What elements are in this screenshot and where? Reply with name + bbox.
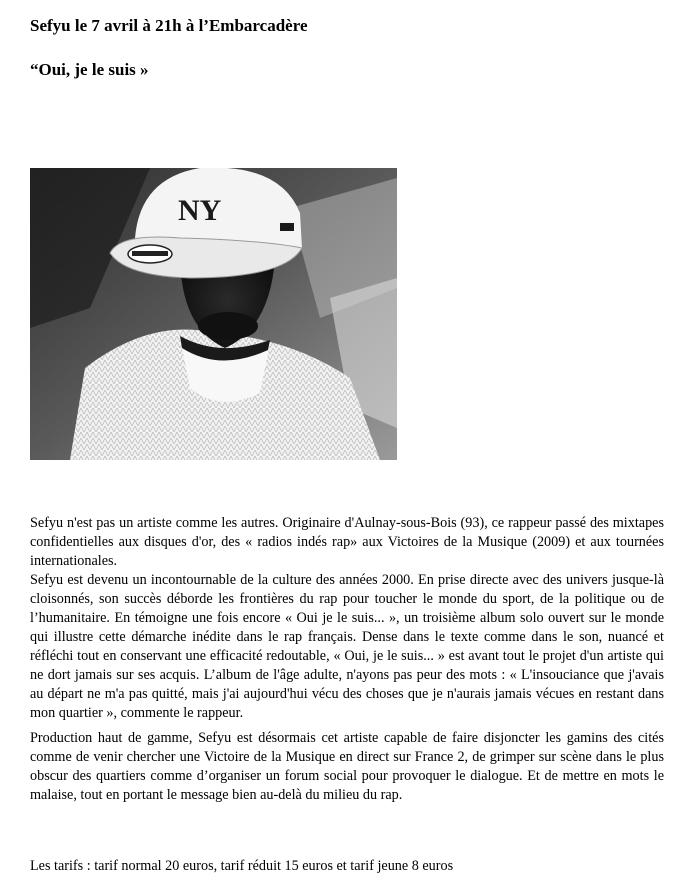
- article-paragraph-1: Sefyu n'est pas un artiste comme les autres. Originaire d'Aulnay-sous-Bois (93), ce rappeur passé des mixtapes confidentielles aux disques d'or, des « radios indés rap» aux Victoires de la Musique (2009) et aux tournées internationales.: [30, 515, 664, 569]
- artist-photo: [30, 168, 397, 460]
- article-paragraph-2: Sefyu est devenu un incontournable de la culture des années 2000. En prise directe avec des univers jusque-là cloisonnés, son succès déborde les frontières du rap pour toucher le monde du sport, de la politique ou de l’humanitaire. En témoigne une fois encore « Oui je le suis... », un troisième album solo ouvert sur le monde qui illustre cette démarche inédite dans le rap français. Dense dans le texte comme dans le son, nuancé et réfléchi tout en conservant une efficacité redoutable, « Oui, je le suis... » est avant tout le projet d'un artiste qui ne dort jamais sur ses acquis. L’album de l'âge adulte, n'ayons pas peur des mots : « L'insouciance que j'avais au départ ne m'a pas quitté, mais j'ai aujourd'hui vécu des choses que je n'aurais jamais vécues en restant dans mon quartier », commente le rappeur.: [30, 572, 664, 721]
- album-subtitle: “Oui, je le suis »: [30, 60, 149, 79]
- page-title: Sefyu le 7 avril à 21h à l’Embarcadère: [30, 16, 308, 35]
- article-body: [30, 514, 664, 805]
- article-paragraph-3: Production haut de gamme, Sefyu est désormais cet artiste capable de faire disjoncter les gamins des cités comme de venir chercher une Victoire de la Musique en direct sur France 2, de grimper sur scène dans le plus obscur des quartiers comme d’organiser un forum social pour provoquer le dialogue. Et de mettre en mots le malaise, tout en portant le message bien au-delà du milieu du rap.: [30, 730, 664, 803]
- cap-logo: NY: [178, 194, 222, 227]
- pricing-line: Les tarifs : tarif normal 20 euros, tarif réduit 15 euros et tarif jeune 8 euros: [30, 858, 454, 874]
